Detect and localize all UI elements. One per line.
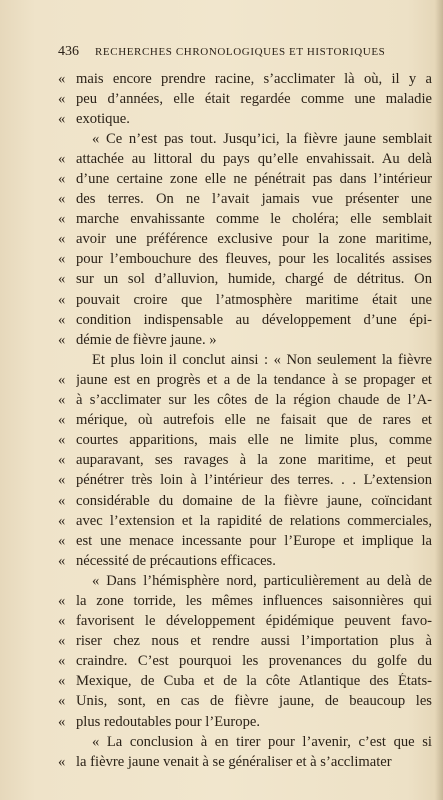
line-text: peu d’années, elle était regardée comme une maladie	[76, 90, 432, 107]
quote-mark: «	[58, 693, 66, 710]
text-line	[58, 411, 432, 431]
quote-mark: «	[58, 512, 66, 529]
line-text: pouvait croire que l’atmosphère maritime était une	[76, 291, 432, 308]
line-text: Mexique, de Cuba et de la côte Atlantique des États-	[76, 673, 432, 690]
text-line	[58, 752, 432, 772]
quote-mark: «	[58, 211, 66, 228]
quote-mark: «	[58, 532, 66, 549]
page-edge-shadow	[435, 0, 443, 800]
text-line	[58, 451, 432, 471]
line-text: condition indispensable au développement d’une épi-	[76, 311, 432, 328]
quote-mark: «	[58, 231, 66, 248]
page-number: 436	[58, 44, 79, 59]
text-line	[58, 632, 432, 652]
line-text: jaune est en progrès et a de la tendance à se propager et	[76, 371, 432, 388]
text-line	[58, 511, 432, 531]
line-text: à s’acclimater sur les côtes de la région chaude de l’A-	[76, 392, 432, 409]
line-text: la fièvre jaune venait à se généraliser et à s’acclimater	[76, 753, 392, 770]
text-line	[58, 330, 432, 350]
text-line	[58, 732, 432, 752]
line-text: favorisent le développement épidémique peuvent favo-	[76, 613, 432, 630]
text-line	[58, 672, 432, 692]
line-text: avec l’extension et la rapidité de relations commerciales,	[76, 512, 432, 529]
text-line	[58, 310, 432, 330]
text-line	[58, 149, 432, 169]
quote-mark: «	[58, 191, 66, 208]
text-line	[58, 491, 432, 511]
page-header	[58, 44, 430, 60]
line-text: avoir une préférence exclusive pour la zone maritime,	[76, 231, 432, 248]
quote-mark: «	[58, 150, 66, 167]
quote-mark: «	[58, 171, 66, 188]
line-text: courtes apparitions, mais elle ne limite plus, comme	[76, 432, 432, 449]
line-text: considérable du domaine de la fièvre jaune, coïncidant	[76, 492, 432, 509]
quote-mark: «	[58, 673, 66, 690]
line-text: marche envahissante comme le choléra; elle semblait	[76, 211, 432, 228]
text-line	[58, 210, 432, 230]
line-text: attachée au littoral du pays qu’elle envahissait. Au delà	[76, 150, 432, 167]
text-line	[58, 370, 432, 390]
text-line	[58, 69, 432, 89]
text-line	[58, 571, 432, 591]
text-line	[58, 652, 432, 672]
text-line	[58, 692, 432, 712]
text-line	[58, 471, 432, 491]
text-line	[58, 290, 432, 310]
quote-mark: «	[58, 291, 66, 308]
text-line	[58, 270, 432, 290]
quote-mark: «	[58, 251, 66, 268]
quote-mark: «	[58, 412, 66, 429]
line-text: « Ce n’est pas tout. Jusqu’ici, la fièvre jaune semblait	[92, 130, 432, 147]
line-text: la zone torride, les mêmes influences saisonnières qui	[76, 592, 432, 609]
quote-mark: «	[58, 613, 66, 630]
line-text: sur un sol d’alluvion, humide, chargé de détritus. On	[76, 271, 432, 288]
quote-mark: «	[58, 371, 66, 388]
quote-mark: «	[58, 653, 66, 670]
text-line	[58, 591, 432, 611]
line-text: « Dans l’hémisphère nord, particulièrement au delà de	[92, 572, 432, 589]
text-line	[58, 129, 432, 149]
quote-mark: «	[58, 110, 66, 127]
line-text: exotique.	[76, 110, 130, 127]
line-text: « La conclusion à en tirer pour l’avenir, c’est que si	[92, 733, 432, 750]
text-line	[58, 391, 432, 411]
line-text: des terres. On ne l’avait jamais vue présenter une	[76, 191, 432, 208]
text-line	[58, 350, 432, 370]
quote-mark: «	[58, 633, 66, 650]
quote-mark: «	[58, 452, 66, 469]
text-line	[58, 551, 432, 571]
text-line	[58, 531, 432, 551]
line-text: d’une certaine zone elle ne pénétrait pas dans l’intérieur	[76, 171, 432, 188]
text-line	[58, 250, 432, 270]
line-text: nécessité de précautions efficaces.	[76, 552, 276, 569]
quote-mark: «	[58, 492, 66, 509]
line-text: pénétrer très loin à l’intérieur des terres. . . L’extension	[76, 472, 432, 489]
running-title: RECHERCHES CHRONOLOGIQUES ET HISTORIQUES	[95, 46, 386, 58]
page-body-text	[58, 69, 432, 772]
line-text: est une menace incessante pour l’Europe et implique la	[76, 532, 432, 549]
quote-mark: «	[58, 432, 66, 449]
quote-mark: «	[58, 552, 66, 569]
line-text: Et plus loin il conclut ainsi : « Non seulement la fièvre	[92, 351, 432, 368]
text-line	[58, 612, 432, 632]
text-line	[58, 712, 432, 732]
text-line	[58, 431, 432, 451]
quote-mark: «	[58, 592, 66, 609]
line-text: mais encore prendre racine, s’acclimater là où, il y a	[76, 70, 432, 87]
line-text: mérique, où autrefois elle ne faisait que de rares et	[76, 412, 432, 429]
quote-mark: «	[58, 753, 66, 770]
quote-mark: «	[58, 90, 66, 107]
quote-mark: «	[58, 392, 66, 409]
quote-mark: «	[58, 70, 66, 87]
line-text: démie de fièvre jaune. »	[76, 331, 217, 348]
quote-mark: «	[58, 713, 66, 730]
line-text: Unis, sont, en cas de fièvre jaune, de beaucoup les	[76, 693, 432, 710]
quote-mark: «	[58, 311, 66, 328]
text-line	[58, 230, 432, 250]
line-text: auparavant, ses ravages à la zone maritime, et peut	[76, 452, 432, 469]
line-text: riser chez nous et rendre aussi l’importation plus à	[76, 633, 432, 650]
text-line	[58, 190, 432, 210]
line-text: pour l’embouchure des fleuves, pour les localités assises	[76, 251, 432, 268]
text-line	[58, 109, 432, 129]
text-line	[58, 89, 432, 109]
line-text: plus redoutables pour l’Europe.	[76, 713, 260, 730]
text-line	[58, 169, 432, 189]
quote-mark: «	[58, 472, 66, 489]
quote-mark: «	[58, 271, 66, 288]
line-text: craindre. C’est pourquoi les provenances du golfe du	[76, 653, 432, 670]
quote-mark: «	[58, 331, 66, 348]
